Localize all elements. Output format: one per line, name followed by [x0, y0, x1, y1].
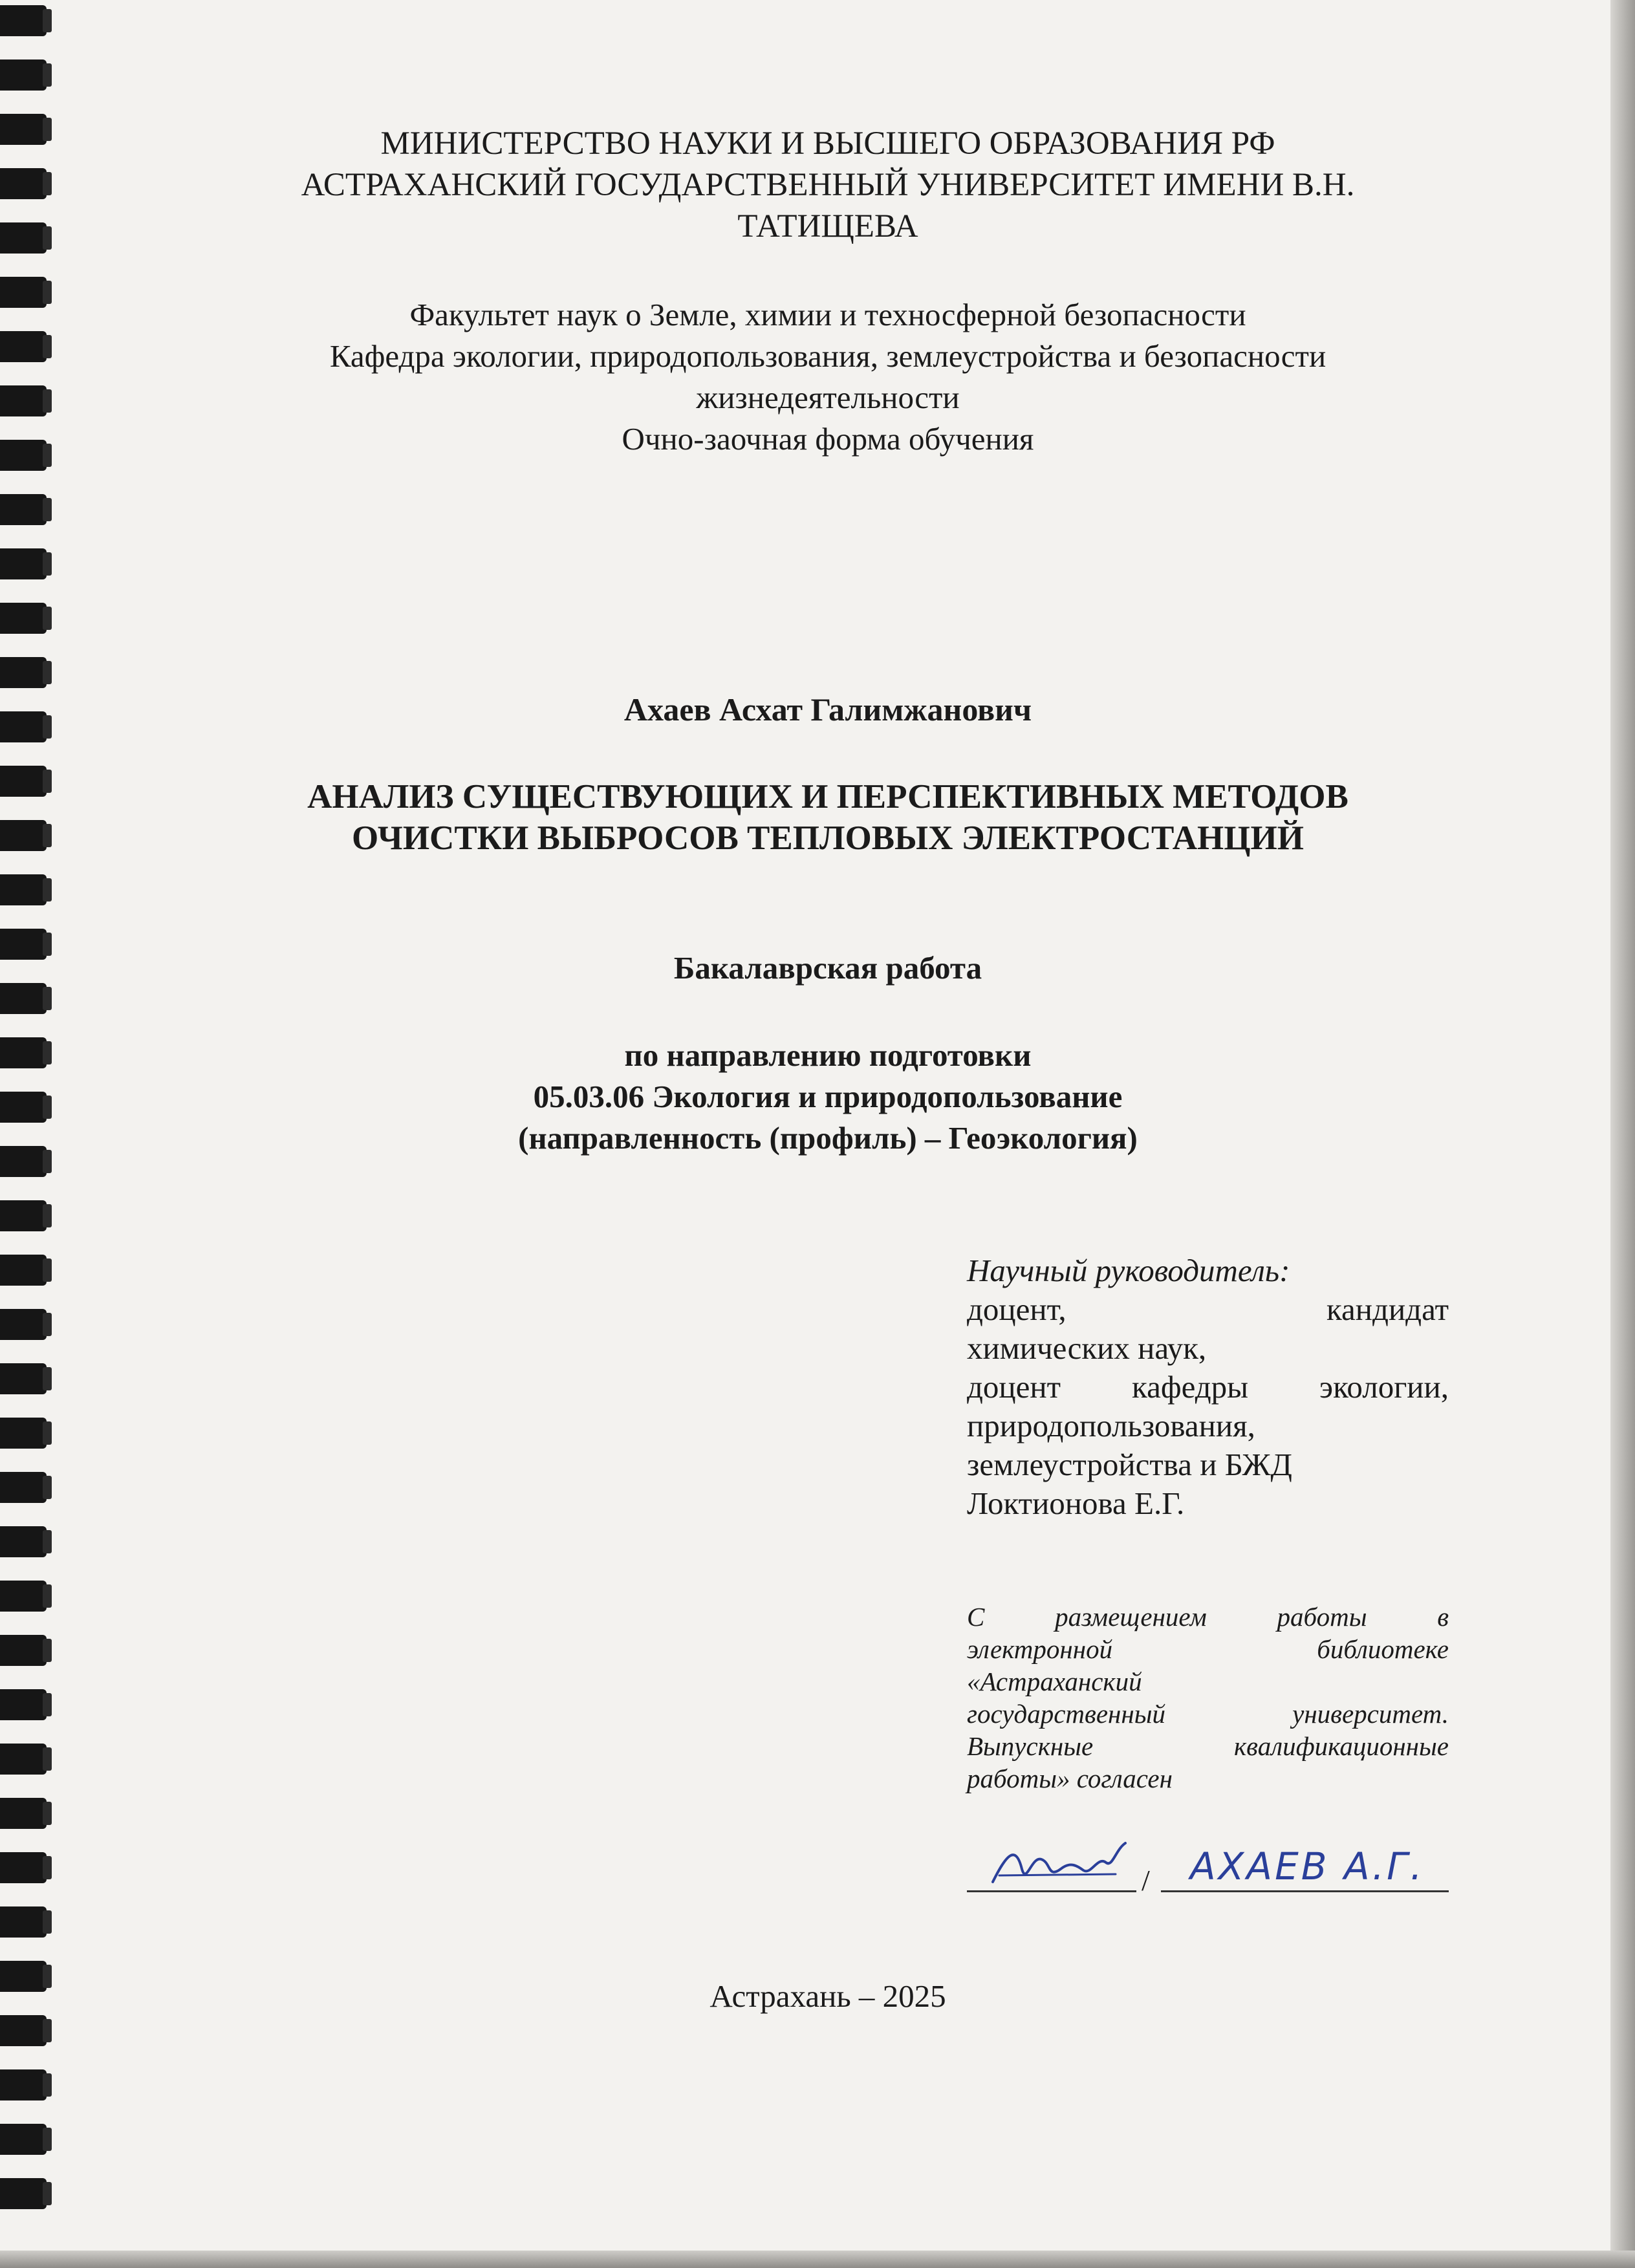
supervisor-line2: химических наук,	[967, 1330, 1207, 1366]
supervisor-line3: доцент кафедры экологии,	[967, 1369, 1449, 1405]
thesis-title-line1: АНАЛИЗ СУЩЕСТВУЮЩИХ И ПЕРСПЕКТИВНЫХ МЕТОДОВ	[307, 778, 1348, 815]
supervisor-line4: природопользования,	[967, 1408, 1255, 1443]
consent-line1: С размещением работы в	[967, 1602, 1449, 1632]
spiral-binding	[0, 0, 58, 2251]
university-name-line1: АСТРАХАНСКИЙ ГОСУДАРСТВЕННЫЙ УНИВЕРСИТЕТ ИМЕНИ В.Н.	[301, 167, 1355, 203]
author-block	[194, 689, 1462, 730]
scanner-edge-right	[1610, 0, 1635, 2268]
work-type-block	[194, 947, 1462, 989]
supervisor-name: Локтионова Е.Г.	[967, 1485, 1185, 1521]
study-form: Очно-заочная форма обучения	[622, 421, 1034, 457]
direction-block	[194, 1035, 1462, 1159]
supervisor-line1: доцент, кандидат	[967, 1291, 1449, 1327]
direction-line3: (направленность (профиль) – Геоэкология)	[518, 1120, 1138, 1156]
supervisor-block	[967, 1251, 1449, 1523]
footer	[194, 1976, 1462, 2017]
faculty-name: Факультет наук о Земле, химии и техносферной безопасности	[409, 297, 1246, 332]
direction-line1: по направлению подготовки	[624, 1037, 1032, 1073]
university-name-line2: ТАТИЩЕВА	[737, 208, 918, 244]
supervisor-header: Научный руководитель:	[967, 1253, 1290, 1288]
author-name: Ахаев Асхат Галимжанович	[623, 691, 1032, 728]
consent-line2: электронной библиотеке	[967, 1634, 1449, 1664]
ministry-header	[194, 123, 1462, 247]
thesis-title-line2: ОЧИСТКИ ВЫБРОСОВ ТЕПЛОВЫХ ЭЛЕКТРОСТАНЦИЙ	[352, 819, 1304, 857]
city-year: Астрахань – 2025	[709, 1978, 946, 2014]
handwritten-signature	[986, 1830, 1135, 1895]
scanner-edge-bottom	[0, 2251, 1635, 2268]
supervisor-line5: землеустройства и БЖД	[967, 1447, 1292, 1482]
consent-line5: Выпускные квалификационные	[967, 1731, 1449, 1761]
consent-block	[967, 1601, 1449, 1795]
ministry-name: МИНИСТЕРСТВО НАУКИ И ВЫСШЕГО ОБРАЗОВАНИЯ РФ	[380, 125, 1275, 162]
thesis-title	[194, 776, 1462, 859]
work-type: Бакалаврская работа	[673, 950, 982, 986]
signature-separator: /	[1142, 1864, 1150, 1897]
consent-line4: государственный университет.	[967, 1699, 1449, 1729]
consent-line6: работы» согласен	[967, 1764, 1173, 1793]
handwritten-name: АХАЕВ А.Г.	[1190, 1844, 1425, 1888]
name-underline	[1161, 1890, 1449, 1892]
department-name-line1: Кафедра экологии, природопользования, землеустройства и безопасности	[329, 338, 1326, 374]
consent-line3: «Астраханский	[967, 1667, 1142, 1696]
signature-row	[967, 1830, 1449, 1901]
faculty-block	[194, 294, 1462, 460]
direction-line2: 05.03.06 Экология и природопользование	[533, 1079, 1123, 1114]
department-name-line2: жизнедеятельности	[696, 380, 960, 415]
